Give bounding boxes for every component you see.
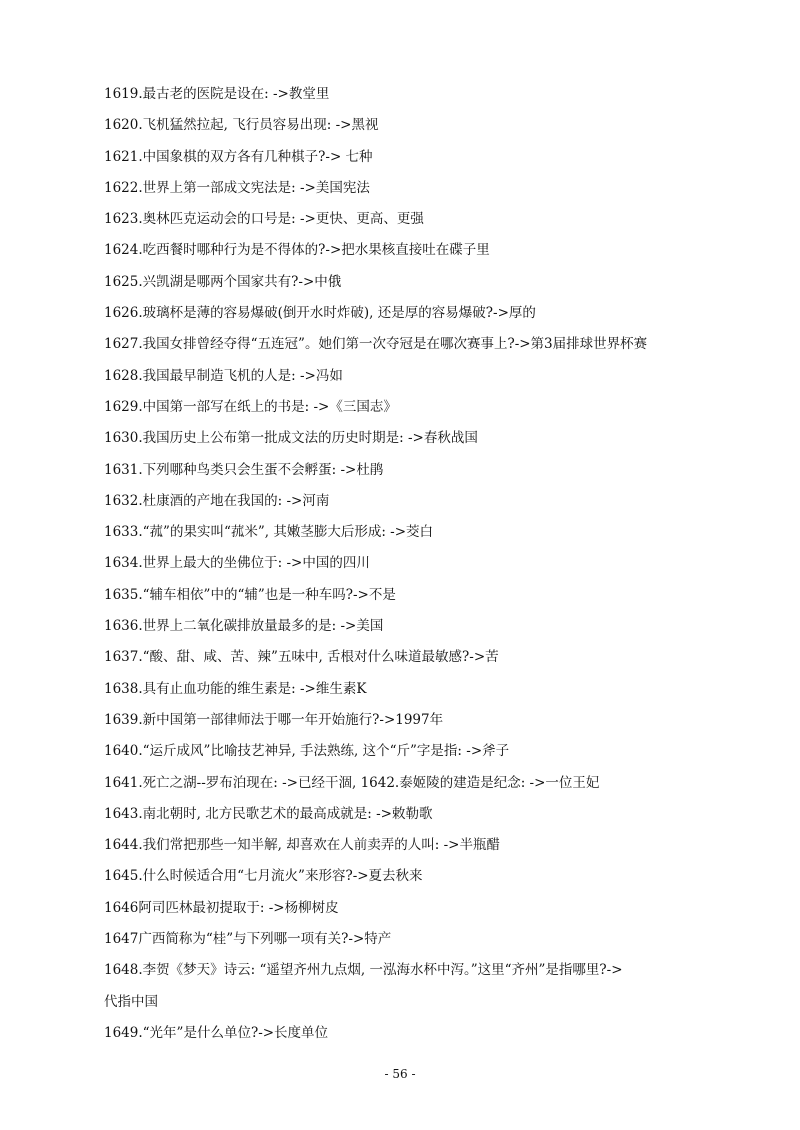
page-number: - 56 - (384, 1067, 416, 1081)
text-line: 1635.“辅车相依”中的“辅”也是一种车吗?->不是 (104, 586, 396, 603)
text-line: 1628.我国最早制造飞机的人是: ->冯如 (104, 367, 343, 384)
text-line: 1624.吃西餐时哪种行为是不得体的?->把水果核直接吐在碟子里 (104, 242, 490, 259)
text-line: 1638.具有止血功能的维生素是: ->维生素K (104, 680, 367, 697)
text-line: 1644.我们常把那些一知半解, 却喜欢在人前卖弄的人叫: ->半瓶醋 (104, 837, 500, 854)
text-line: 1622.世界上第一部成文宪法是: ->美国宪法 (104, 179, 370, 196)
text-line: 1646阿司匹林最初提取于: ->杨柳树皮 (104, 899, 339, 916)
text-line: 1625.兴凯湖是哪两个国家共有?->中俄 (104, 273, 342, 290)
text-line: 1648.李贺《梦天》诗云: “遥望齐州九点烟, 一泓海水杯中泻。”这里“齐州”是指哪里?-> (104, 962, 623, 979)
text-line: 1619.最古老的医院是设在: ->教堂里 (104, 86, 330, 102)
text-line-continuation: 代指中国 (104, 993, 158, 1010)
text-line: 1640.“运斤成风”比喻技艺神异, 手法熟练, 这个“斤”字是指: ->斧子 (104, 743, 510, 760)
text-line: 1647广西简称为“桂”与下列哪一项有关?->特产 (104, 931, 392, 948)
text-line: 1627.我国女排曾经夺得“五连冠”。她们第一次夺冠是在哪次赛事上?->第3届排球世界杯赛 (104, 336, 648, 353)
text-line: 1639.新中国第一部律师法于哪一年开始施行?->1997年 (104, 711, 444, 728)
text-line: 1629.中国第一部写在纸上的书是: ->《三国志》 (104, 398, 397, 415)
text-line: 1631.下列哪种鸟类只会生蛋不会孵蛋: ->杜鹃 (104, 461, 384, 478)
text-line: 1623.奥林匹克运动会的口号是: ->更快、更高、更强 (104, 211, 424, 228)
text-line: 1632.杜康酒的产地在我国的: ->河南 (104, 492, 330, 509)
text-line: 1633.“菰”的果实叫“菰米”, 其嫩茎膨大后形成: ->茭白 (104, 524, 434, 541)
text-line: 1637.“酸、甜、咸、苦、辣”五味中, 舌根对什么味道最敏感?->苦 (104, 649, 499, 666)
text-line: 1626.玻璃杯是薄的容易爆破(倒开水时炸破), 还是厚的容易爆破?->厚的 (104, 305, 536, 322)
text-line: 1649.“光年”是什么单位?->长度单位 (104, 1024, 329, 1041)
text-line: 1634.世界上最大的坐佛位于: ->中国的四川 (104, 555, 370, 572)
text-line: 1641.死亡之湖--罗布泊现在: ->已经干涸, 1642.泰姬陵的建造是纪念: ->一位王妃 (104, 774, 600, 791)
text-line: 1643.南北朝时, 北方民歌艺术的最高成就是: ->敕勒歌 (104, 805, 433, 822)
text-line: 1621.中国象棋的双方各有几种棋子?-> 七种 (104, 148, 373, 165)
text-line: 1645.什么时候适合用“七月流火”来形容?->夏去秋来 (104, 868, 423, 885)
text-line: 1630.我国历史上公布第一批成文法的历史时期是: ->春秋战国 (104, 430, 478, 447)
question-list (104, 84, 704, 1054)
text-line: 1636.世界上二氧化碳排放量最多的是: ->美国 (104, 618, 384, 635)
text-line: 1620.飞机猛然拉起, 飞行员容易出现: ->黑视 (104, 117, 379, 134)
